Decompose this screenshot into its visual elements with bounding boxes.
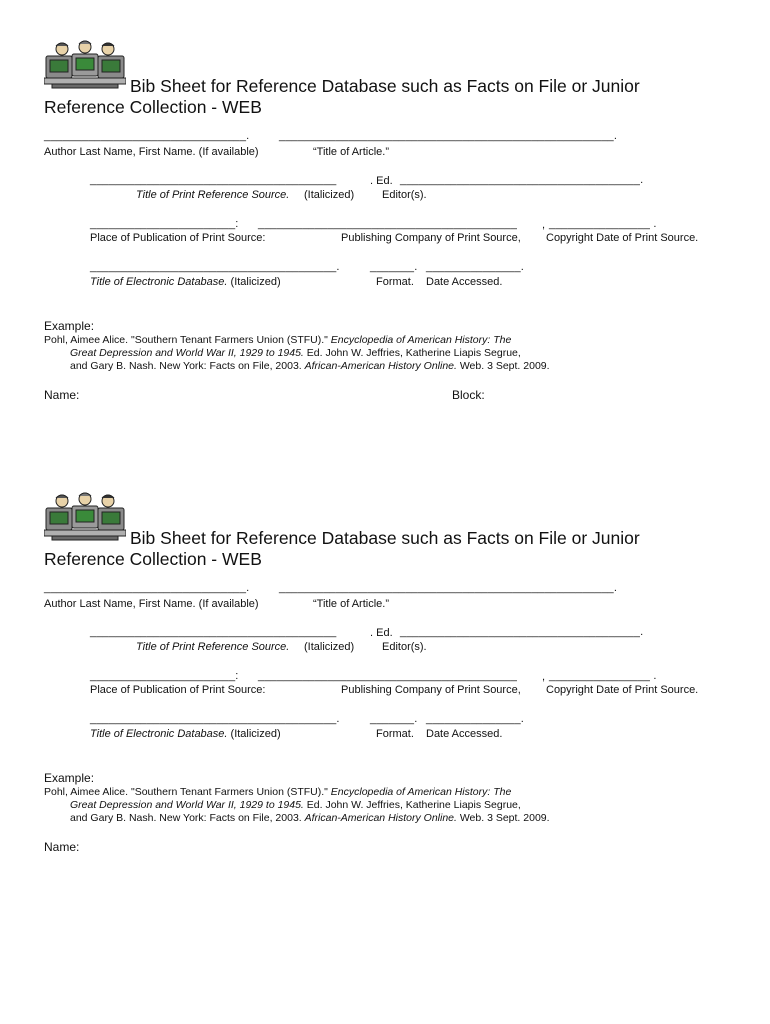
sheet-title-line1: Bib Sheet for Reference Database such as Facts on File or Junior xyxy=(130,528,640,548)
database-blank[interactable]: _______________________________________. xyxy=(90,261,340,273)
name-label: Name: xyxy=(44,388,80,402)
place-blank[interactable]: _______________________: xyxy=(90,670,239,682)
example-text: Web. 3 Sept. 2009. xyxy=(456,812,550,824)
database-label: Title of Electronic Database. xyxy=(90,276,228,288)
editors-label: Editor(s). xyxy=(382,641,427,653)
copyright-label: Copyright Date of Print Source. xyxy=(546,684,699,696)
example-line-1 xyxy=(44,334,511,348)
comma: , xyxy=(542,671,546,683)
example-line-2 xyxy=(70,347,521,361)
example-heading: Example: xyxy=(44,319,95,333)
article-title-blank[interactable]: _____________________________________________________. xyxy=(279,582,618,594)
accessed-blank[interactable]: _______________. xyxy=(426,713,525,725)
accessed-blank[interactable]: _______________. xyxy=(426,261,525,273)
database-label: Title of Electronic Database. xyxy=(90,728,228,740)
database-italicized-label: (Italicized) xyxy=(230,276,281,288)
ed-text: . Ed. xyxy=(370,627,393,639)
example-text: and Gary B. Nash. New York: Facts on File, 2003. xyxy=(70,812,305,824)
print-source-label: Title of Print Reference Source. xyxy=(136,189,290,201)
example-line-3 xyxy=(70,812,550,826)
example-text: Pohl, Aimee Alice. "Southern Tenant Farmers Union (STFU)." xyxy=(44,786,331,798)
example-text: Ed. John W. Jeffries, Katherine Liapis Segrue, xyxy=(303,347,521,359)
copyright-date-blank[interactable]: ________________ . xyxy=(549,218,657,230)
publisher-blank[interactable]: _________________________________________ xyxy=(258,218,518,230)
format-label: Format. xyxy=(376,276,414,288)
article-title-blank[interactable]: _____________________________________________________. xyxy=(279,130,618,142)
author-label: Author Last Name, First Name. (If available) xyxy=(44,146,259,158)
format-blank[interactable]: _______. xyxy=(370,713,418,725)
print-source-blank[interactable]: _______________________________________ xyxy=(90,174,337,186)
database-italicized-label: (Italicized) xyxy=(230,728,281,740)
place-label: Place of Publication of Print Source: xyxy=(90,232,266,244)
example-heading: Example: xyxy=(44,771,95,785)
example-text: and Gary B. Nash. New York: Facts on File, 2003. xyxy=(70,360,305,372)
example-italic-text: Great Depression and World War II, 1929 to 1945. xyxy=(70,799,304,811)
print-source-label: Title of Print Reference Source. xyxy=(136,641,290,653)
database-label-row xyxy=(90,276,281,288)
publisher-label: Publishing Company of Print Source, xyxy=(341,684,521,696)
author-blank[interactable]: ________________________________. xyxy=(44,130,250,142)
sheet-title-line2: Reference Collection - WEB xyxy=(44,549,262,569)
editor-blank[interactable]: ______________________________________. xyxy=(400,174,644,186)
copyright-label: Copyright Date of Print Source. xyxy=(546,232,699,244)
italicized-label: (Italicized) xyxy=(304,189,355,201)
format-blank[interactable]: _______. xyxy=(370,261,418,273)
accessed-label: Date Accessed. xyxy=(426,276,503,288)
comma: , xyxy=(542,219,546,231)
publisher-blank[interactable]: _________________________________________ xyxy=(258,670,518,682)
author-label: Author Last Name, First Name. (If available) xyxy=(44,598,259,610)
publisher-label: Publishing Company of Print Source, xyxy=(341,232,521,244)
bib-sheet-1 xyxy=(0,0,770,450)
place-label: Place of Publication of Print Source: xyxy=(90,684,266,696)
example-italic-text: African-American History Online. xyxy=(304,812,457,824)
print-source-blank[interactable]: _______________________________________ xyxy=(90,626,337,638)
example-italic-text: Great Depression and World War II, 1929 to 1945. xyxy=(70,347,304,359)
example-italic-text: Encyclopedia of American History: The xyxy=(330,334,512,346)
block-label: Block: xyxy=(452,388,485,402)
bib-sheet-2 xyxy=(0,452,770,902)
sheet-title-line2: Reference Collection - WEB xyxy=(44,97,262,117)
name-label: Name: xyxy=(44,840,80,854)
database-blank[interactable]: _______________________________________. xyxy=(90,713,340,725)
format-label: Format. xyxy=(376,728,414,740)
editor-blank[interactable]: ______________________________________. xyxy=(400,626,644,638)
place-blank[interactable]: _______________________: xyxy=(90,218,239,230)
accessed-label: Date Accessed. xyxy=(426,728,503,740)
copyright-date-blank[interactable]: ________________ . xyxy=(549,670,657,682)
ed-text: . Ed. xyxy=(370,175,393,187)
people-at-computers-clipart-icon xyxy=(44,40,126,90)
example-line-1 xyxy=(44,786,511,800)
example-italic-text: Encyclopedia of American History: The xyxy=(330,786,512,798)
article-label: “Title of Article.” xyxy=(313,146,389,158)
sheet-title-line1: Bib Sheet for Reference Database such as Facts on File or Junior xyxy=(130,76,640,96)
example-text: Web. 3 Sept. 2009. xyxy=(456,360,550,372)
editors-label: Editor(s). xyxy=(382,189,427,201)
example-italic-text: African-American History Online. xyxy=(304,360,457,372)
italicized-label: (Italicized) xyxy=(304,641,355,653)
article-label: “Title of Article.” xyxy=(313,598,389,610)
example-line-3 xyxy=(70,360,550,374)
people-at-computers-clipart-icon xyxy=(44,492,126,542)
example-line-2 xyxy=(70,799,521,813)
author-blank[interactable]: ________________________________. xyxy=(44,582,250,594)
example-text: Ed. John W. Jeffries, Katherine Liapis Segrue, xyxy=(303,799,521,811)
database-label-row xyxy=(90,728,281,740)
example-text: Pohl, Aimee Alice. "Southern Tenant Farmers Union (STFU)." xyxy=(44,334,331,346)
